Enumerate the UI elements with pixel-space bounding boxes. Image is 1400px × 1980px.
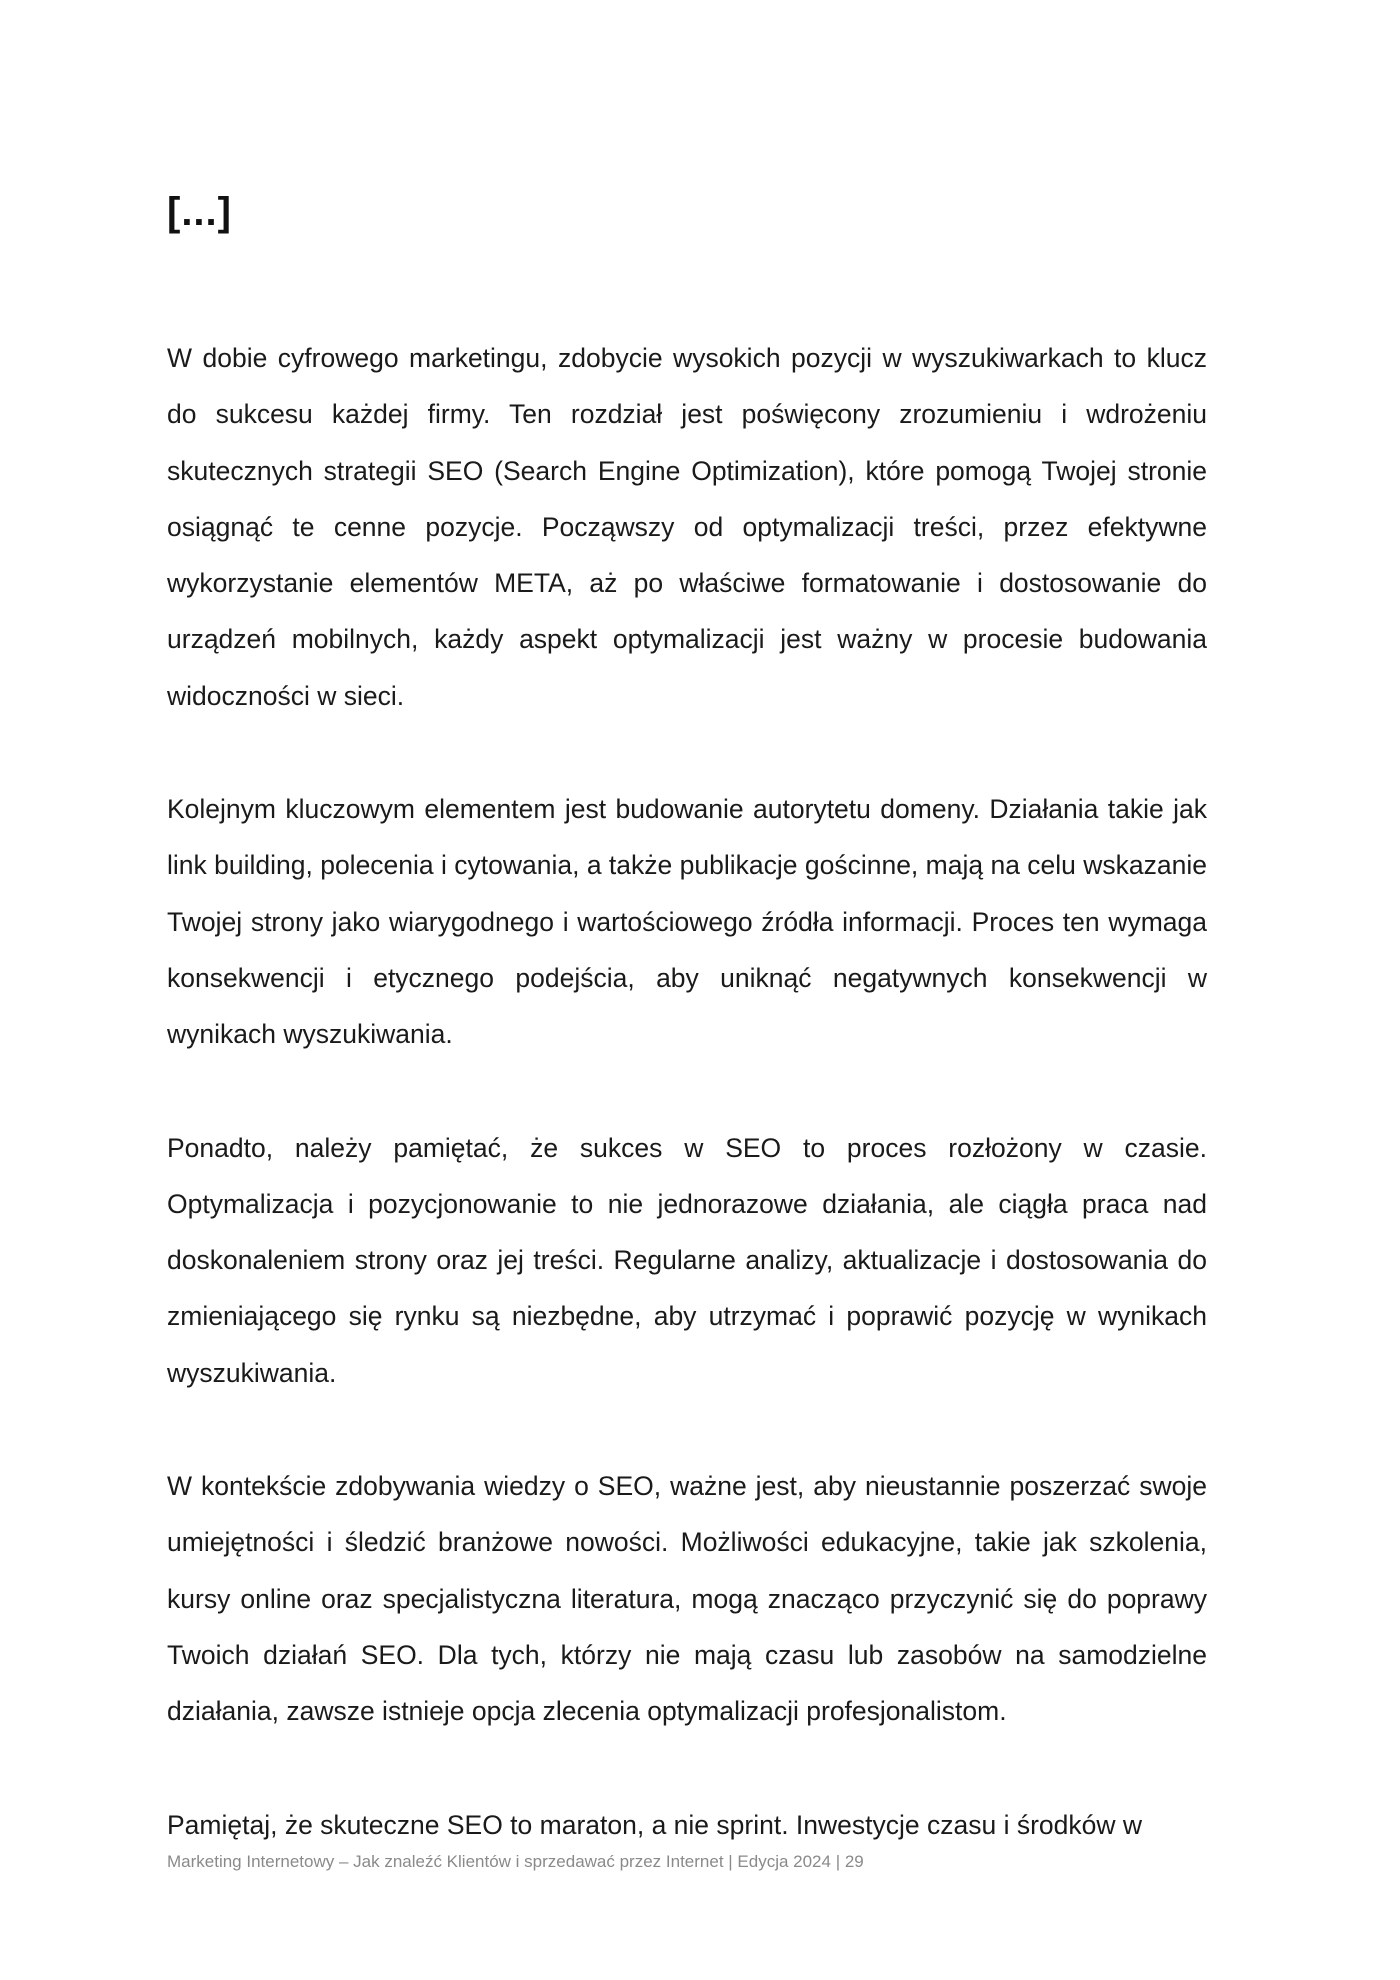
section-heading: [...] xyxy=(167,190,232,234)
paragraph-marathon: Pamiętaj, że skuteczne SEO to maraton, a nie sprint. Inwestycje czasu i środków w xyxy=(167,1809,1143,1840)
paragraph-domain-authority: Kolejnym kluczowym elementem jest budowanie autorytetu domeny. Działania takie jak link building, polecenia i cytowania, a także publikacje gościnne, mają na celu wskazanie Twojej strony jako wiarygodnego i wartościowego źródła informacji. Proces ten wymaga konsekwencji i etycznego podejścia, aby uniknąć negatywnych konsekwencji w wynikach wyszukiwania. xyxy=(167,794,1207,1050)
page-footer: Marketing Internetowy – Jak znaleźć Klientów i sprzedawać przez Internet | Edycja 2024 | 29 xyxy=(167,1852,864,1871)
paragraph-time-process: Ponadto, należy pamiętać, że sukces w SEO to proces rozłożony w czasie. Optymalizacja i pozycjonowanie to nie jednorazowe działania, ale ciągła praca nad doskonaleniem strony oraz jej treści. Regularne analizy, aktualizacje i dostosowania do zmieniającego się rynku są niezbędne, aby utrzymać i poprawić pozycję w wynikach wyszukiwania. xyxy=(167,1132,1207,1388)
body-text xyxy=(167,330,1207,1853)
paragraph-education: W kontekście zdobywania wiedzy o SEO, ważne jest, aby nieustannie poszerzać swoje umiejętności i śledzić branżowe nowości. Możliwości edukacyjne, takie jak szkolenia, kursy online oraz specjalistyczna literatura, mogą znacząco przyczynić się do poprawy Twoich działań SEO. Dla tych, którzy nie mają czasu lub zasobów na samodzielne działania, zawsze istnieje opcja zlecenia optymalizacji profesjonalistom. xyxy=(167,1471,1207,1727)
paragraph-intro: W dobie cyfrowego marketingu, zdobycie wysokich pozycji w wyszukiwarkach to klucz do sukcesu każdej firmy. Ten rozdział jest poświęcony zrozumieniu i wdrożeniu skutecznych strategii SEO (Search Engine Optimization), które pomogą Twojej stronie osiągnąć te cenne pozycje. Począwszy od optymalizacji treści, przez efektywne wykorzystanie elementów META, aż po właściwe formatowanie i dostosowanie do urządzeń mobilnych, każdy aspekt optymalizacji jest ważny w procesie budowania widoczności w sieci. xyxy=(167,343,1207,711)
